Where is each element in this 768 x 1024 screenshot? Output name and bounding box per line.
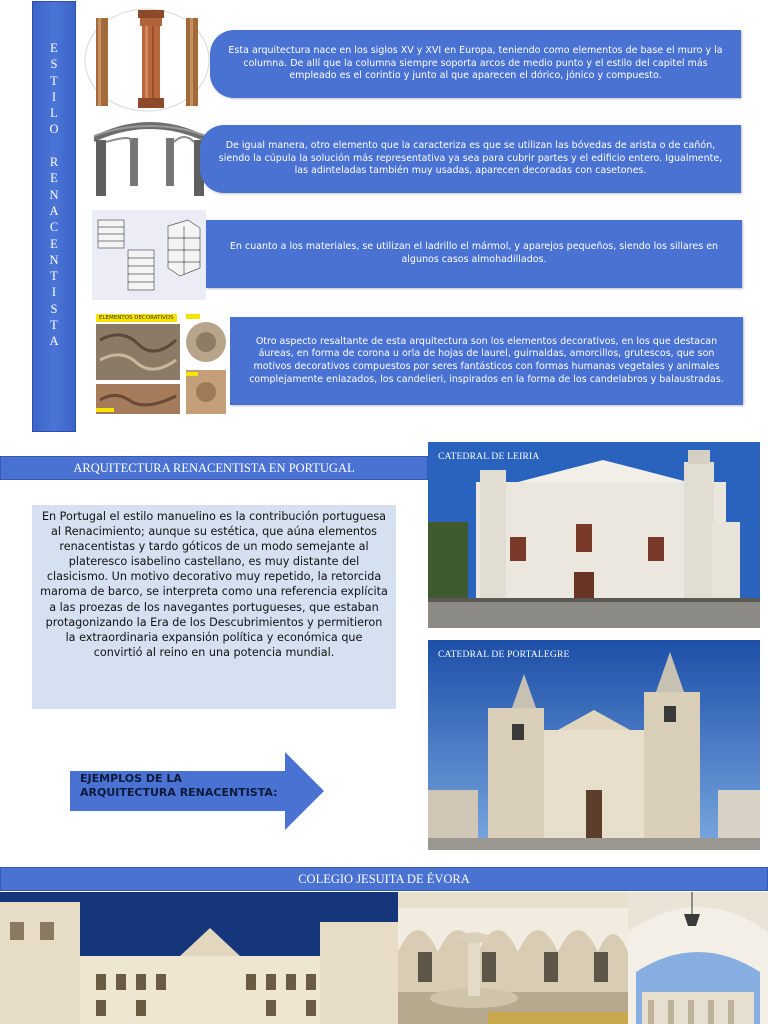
evora-arcade-photo (628, 892, 768, 1024)
vault-illustration (90, 112, 210, 204)
masonry-illustration (92, 210, 206, 300)
title-letter: T (50, 318, 58, 333)
evora-section-heading: COLEGIO JESUITA DE ÉVORA (0, 867, 768, 891)
evora-fountain-photo (398, 892, 628, 1024)
title-letter: S (50, 301, 58, 316)
title-letter: C (49, 220, 59, 235)
callout-text: En cuanto a los materiales, se utilizan el ladrillo el mármol, y aparejos pequeños, siendo los sillares en algunos casos almohadillados. (229, 241, 719, 265)
title-letter: I (51, 89, 57, 104)
callout-vaults (200, 125, 741, 193)
examples-arrow-label: EJEMPLOS DE LA ARQUITECTURA RENACENTISTA: (80, 772, 278, 799)
title-letter: T (50, 269, 58, 284)
title-letter: I (51, 285, 57, 300)
callout-text: De igual manera, otro elemento que la caracteriza es que se utilizan las bóvedas de arista o de cañón, siendo la cúpula la solución más representativa ya sea para cubrir partes y el edificio entero. Igualmente, las adinteladas también muy usadas, aparecen decoradas con casetones. (218, 140, 723, 177)
title-letter: L (50, 106, 58, 121)
title-letter: O (49, 122, 59, 137)
callout-materials (206, 220, 742, 288)
title-letter: E (50, 41, 58, 55)
title-letter: N (49, 187, 59, 202)
portugal-body-text: En Portugal el estilo manuelino es la contribución portuguesa al Renacimiento; aunque su estética, que aúna elementos renacentistas y tardo góticos de un modo semejante al plateresco isabelino castellano, es muy distante del clasicismo. Un motivo decorativo muy repetido, la retorcida maroma de barco, se interpreta como una referencia explícita a las proezas de los navegantes portugueses, que estaban protagonizando la Era de los Descubrimientos y permitieron la extraordinaria expansión política y económica que convirtió al reino en una potencia mundial. (40, 510, 388, 659)
callout-columns (210, 30, 741, 98)
column-illustration (84, 8, 210, 112)
leiria-caption: CATEDRAL DE LEIRIA (438, 452, 540, 462)
title-letter: S (50, 57, 58, 72)
title-letter: E (50, 171, 58, 186)
decorative-elements-illustration (92, 310, 230, 420)
portalegre-caption: CATEDRAL DE PORTALEGRE (438, 650, 570, 660)
title-letter: N (49, 252, 59, 267)
vertical-title-banner (32, 1, 76, 432)
callout-text: Otro aspecto resaltante de esta arquitectura son los elementos decorativos, en los que destacan áureas, en forma de corona u orla de hojas de laurel, guirnaldas, amorcillos, grutescos, que son motivos decorativos compuestos por seres fantásticos con formas humanas vegetales y animales complejamente enlazados, los candelieri, inspirados en la forma de los candelabros y balaustradas. (249, 335, 724, 385)
portugal-section-heading: ARQUITECTURA RENACENTISTA EN PORTUGAL (0, 456, 428, 480)
title-letter: E (50, 236, 58, 251)
portalegre-cathedral-photo (428, 640, 760, 850)
title-letter: A (49, 334, 59, 349)
portugal-text-panel (32, 505, 396, 709)
title-letter: T (50, 73, 58, 88)
decor-caption: ELEMENTOS DECORATIVOS (96, 314, 177, 322)
leiria-cathedral-photo (428, 442, 760, 628)
callout-text: Esta arquitectura nace en los siglos XV y XVI en Europa, teniendo como elementos de base el muro y la columna. De allí que la columna siempre soporta arcos de medio punto y el estilo del capitel más empleado es el corintio y junto al que aparecen el dórico, jónico y compuesto. (228, 45, 723, 82)
evora-courtyard-photo (0, 892, 398, 1024)
title-letter: R (49, 155, 59, 170)
callout-decorative (230, 317, 743, 405)
title-letter: A (49, 203, 59, 218)
examples-arrow (70, 752, 325, 830)
